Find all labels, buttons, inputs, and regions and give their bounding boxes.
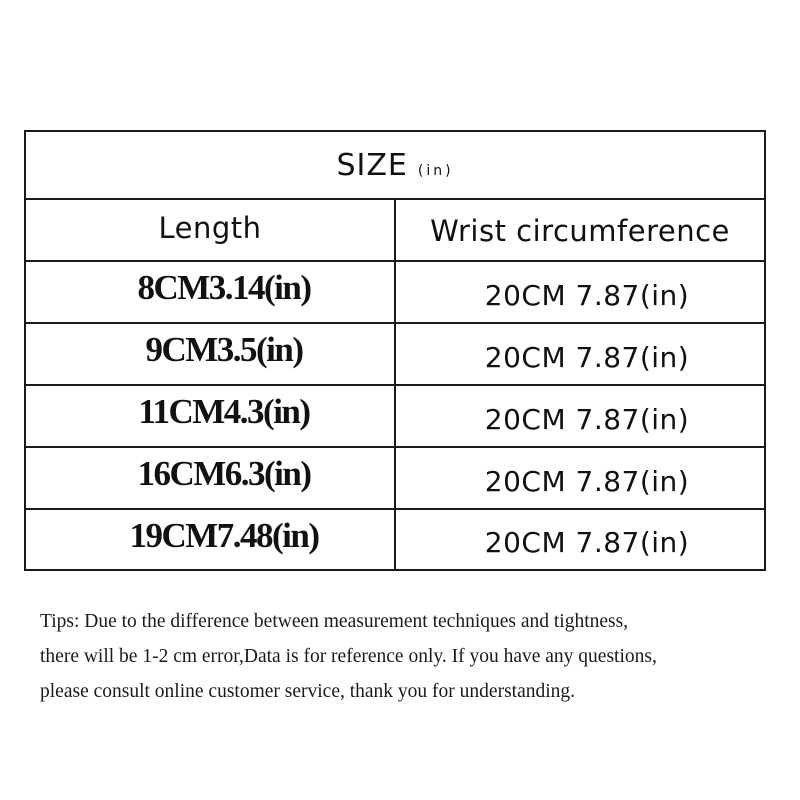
header-cell-wrist	[396, 200, 764, 260]
wrist-value: 20CM 7.87(in)	[484, 402, 690, 436]
length-value: 9CM3.5(in)	[145, 330, 303, 369]
table-row	[26, 262, 764, 324]
size-title-label: SIZE	[336, 148, 408, 183]
wrist-value: 20CM 7.87(in)	[484, 278, 690, 312]
size-table	[24, 130, 766, 571]
length-cell	[26, 448, 396, 508]
table-row	[26, 510, 764, 569]
wrist-value: 20CM 7.87(in)	[484, 464, 690, 498]
length-cell	[26, 262, 396, 322]
wrist-cell	[396, 448, 764, 508]
table-row	[26, 386, 764, 448]
tips-note	[40, 604, 800, 709]
length-value: 11CM4.3(in)	[138, 392, 310, 431]
size-table-title	[26, 148, 764, 183]
tips-line: please consult online customer service, thank you for understanding.	[40, 681, 576, 702]
wrist-cell	[396, 510, 764, 569]
header-row	[26, 200, 764, 262]
header-cell-length	[26, 200, 396, 260]
wrist-value: 20CM 7.87(in)	[484, 526, 690, 559]
wrist-cell	[396, 386, 764, 446]
size-title-unit: (in)	[417, 163, 454, 179]
length-cell	[26, 386, 396, 446]
length-value: 19CM7.48(in)	[129, 515, 319, 555]
table-row	[26, 324, 764, 386]
table-row	[26, 448, 764, 510]
tips-line: there will be 1-2 cm error,Data is for reference only. If you have any questions,	[40, 646, 657, 667]
length-cell	[26, 510, 396, 569]
length-value: 8CM3.14(in)	[137, 268, 311, 307]
length-value: 16CM6.3(in)	[137, 454, 311, 493]
wrist-cell	[396, 262, 764, 322]
wrist-value: 20CM 7.87(in)	[484, 340, 690, 374]
length-cell	[26, 324, 396, 384]
header-wrist: Wrist circumference	[430, 214, 730, 248]
size-table-title-row	[26, 132, 764, 200]
wrist-cell	[396, 324, 764, 384]
header-length: Length	[158, 211, 262, 245]
tips-line: Tips: Due to the difference between measurement techniques and tightness,	[40, 611, 629, 632]
